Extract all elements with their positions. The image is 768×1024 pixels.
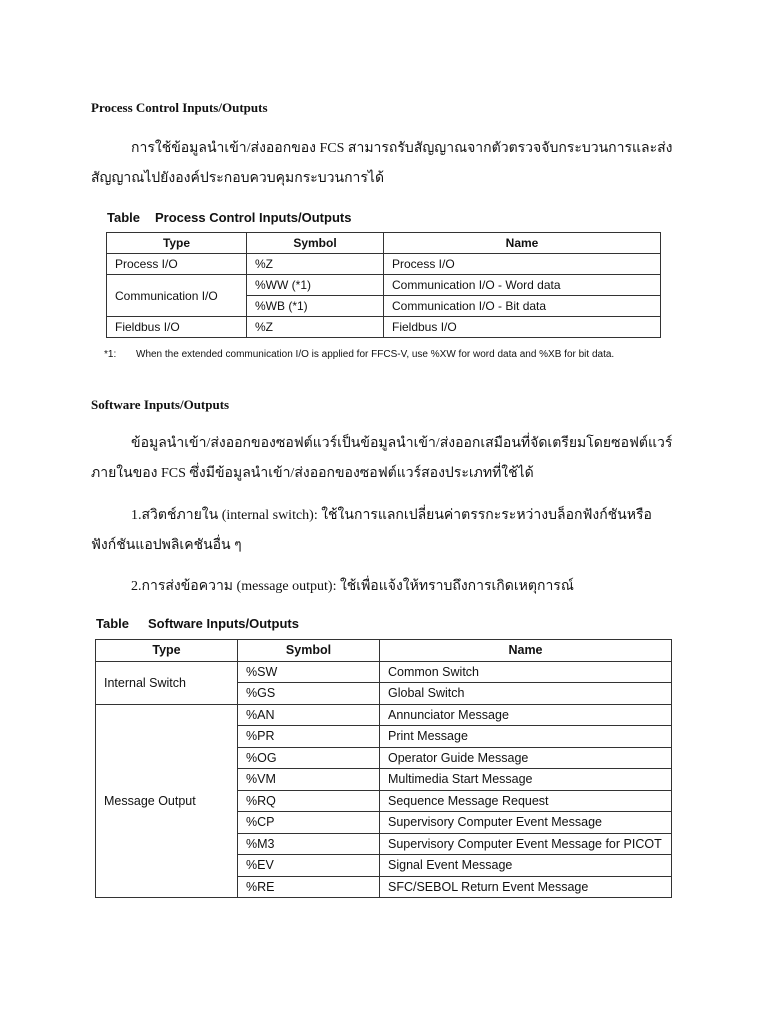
process-control-table	[106, 232, 661, 338]
header-name: Name	[384, 233, 661, 254]
cell-symbol: %WW (*1)	[247, 275, 384, 296]
cell-name: SFC/SEBOL Return Event Message	[380, 876, 672, 898]
cell-symbol: %WB (*1)	[247, 296, 384, 317]
cell-name: Print Message	[380, 726, 672, 748]
table-header-row	[107, 233, 661, 254]
cell-name: Multimedia Start Message	[380, 769, 672, 791]
table-row	[107, 254, 661, 275]
cell-name: Supervisory Computer Event Message for PICOT	[380, 833, 672, 855]
software-io-table	[95, 639, 672, 898]
cell-name: Global Switch	[380, 683, 672, 705]
cell-name: Process I/O	[384, 254, 661, 275]
table-row	[96, 704, 672, 726]
table-caption-label: Table	[107, 210, 140, 225]
cell-type-message-output: Message Output	[96, 704, 238, 898]
cell-symbol: %RE	[238, 876, 380, 898]
footnote-text: When the extended communication I/O is applied for FFCS-V, use %XW for word data and %XB for bit data.	[136, 349, 615, 360]
cell-name: Operator Guide Message	[380, 747, 672, 769]
header-symbol: Symbol	[238, 640, 380, 662]
table-footnote	[104, 349, 614, 360]
cell-symbol: %AN	[238, 704, 380, 726]
cell-name: Fieldbus I/O	[384, 317, 661, 338]
header-type: Type	[96, 640, 238, 662]
cell-type: Fieldbus I/O	[107, 317, 247, 338]
footnote-key: *1:	[104, 349, 117, 360]
cell-name: Supervisory Computer Event Message	[380, 812, 672, 834]
section-heading-software: Software Inputs/Outputs	[91, 397, 230, 412]
table-caption-title: Process Control Inputs/Outputs	[155, 210, 352, 225]
cell-symbol: %CP	[238, 812, 380, 834]
table-row	[107, 275, 661, 296]
header-name: Name	[380, 640, 672, 662]
cell-name: Sequence Message Request	[380, 790, 672, 812]
cell-symbol: %VM	[238, 769, 380, 791]
table-row	[107, 317, 661, 338]
cell-type: Communication I/O	[107, 275, 247, 317]
table-caption-label: Table	[96, 616, 129, 631]
cell-symbol: %GS	[238, 683, 380, 705]
cell-name: Signal Event Message	[380, 855, 672, 877]
header-type: Type	[107, 233, 247, 254]
paragraph-process-control: การใช้ข้อมูลนำเข้า/ส่งออกของ FCS สามารถรับสัญญาณจากตัวตรวจจับกระบวนการและส่งสัญญาณไปยังองค์ประกอบควบคุมกระบวนการได้	[91, 141, 673, 186]
cell-symbol: %EV	[238, 855, 380, 877]
cell-symbol: %PR	[238, 726, 380, 748]
cell-type-internal-switch: Internal Switch	[96, 661, 238, 704]
cell-symbol: %RQ	[238, 790, 380, 812]
cell-symbol: %SW	[238, 661, 380, 683]
paragraph-software: ข้อมูลนำเข้า/ส่งออกของซอฟต์แวร์เป็นข้อมูลนำเข้า/ส่งออกเสมือนที่จัดเตรียมโดยซอฟต์แวร์ภายในของ FCS ซึ่งมีข้อมูลนำเข้า/ส่งออกของซอฟต์แวร์สองประเภทที่ใช้ได้	[91, 436, 673, 481]
cell-name: Communication I/O - Word data	[384, 275, 661, 296]
table-header-row	[96, 640, 672, 662]
cell-name: Communication I/O - Bit data	[384, 296, 661, 317]
cell-symbol: %Z	[247, 254, 384, 275]
cell-name: Common Switch	[380, 661, 672, 683]
section-heading-process-control: Process Control Inputs/Outputs	[91, 100, 268, 115]
table-row	[96, 661, 672, 683]
cell-symbol: %Z	[247, 317, 384, 338]
cell-type: Process I/O	[107, 254, 247, 275]
cell-symbol: %OG	[238, 747, 380, 769]
table-caption-software	[96, 616, 299, 631]
list-item-internal-switch: 1.สวิตช์ภายใน (internal switch): ใช้ในการแลกเปลี่ยนค่าตรรกะระหว่างบล็อกฟังก์ชันหรือฟังก์ชันแอปพลิเคชันอื่น ๆ	[91, 508, 652, 553]
cell-symbol: %M3	[238, 833, 380, 855]
header-symbol: Symbol	[247, 233, 384, 254]
table-caption-process-control	[107, 210, 351, 225]
table-caption-title: Software Inputs/Outputs	[148, 616, 299, 631]
list-item-message-output: 2.การส่งข้อความ (message output): ใช้เพื่อแจ้งให้ทราบถึงการเกิดเหตุการณ์	[131, 579, 574, 594]
cell-name: Annunciator Message	[380, 704, 672, 726]
